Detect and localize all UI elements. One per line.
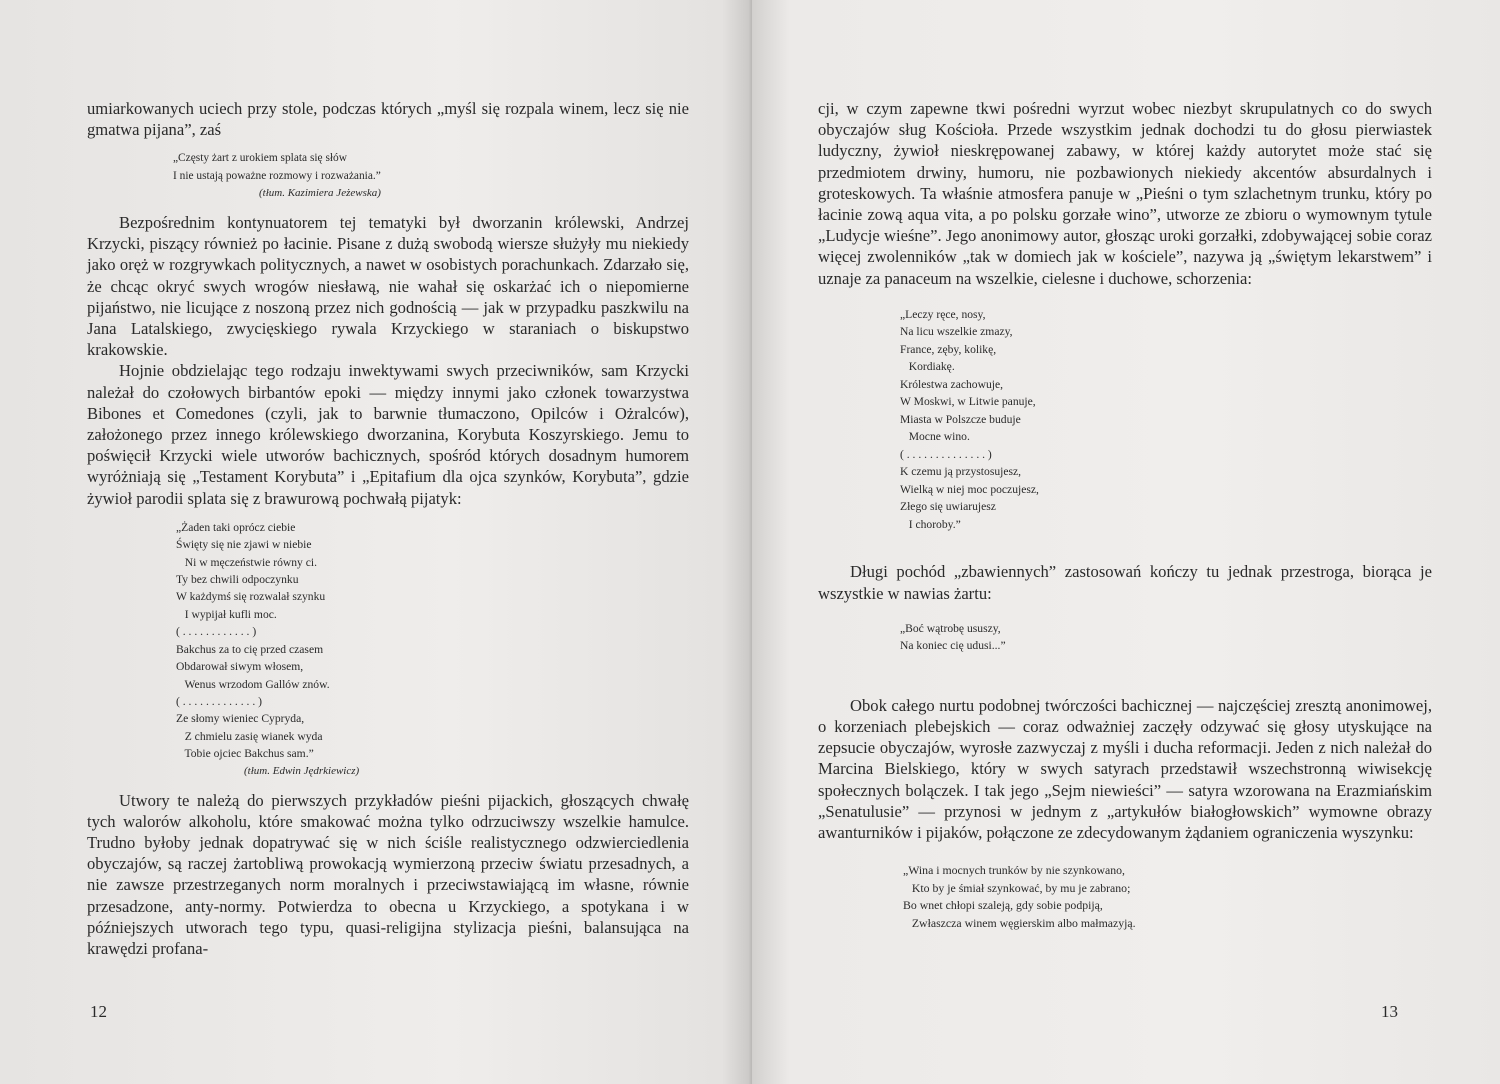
paragraph: Obok całego nurtu podobnej twórczości bachicznej — najczęściej zresztą anonimowej, o korzeniach plebejskich — coraz odważniej zaczęły odzywać się głosy utyskujące na zepsucie obyczajów, wyrosłe zazwyczaj z myśli i ducha reformacji. Jeden z nich należał do Marcina Bielskiego, który w swych satyrach przedstawił wszechstronną wiwisekcję społecznych bolączek. I tak jego „Sejm niewieści” — satyra wzorowana na Erazmiańskim „Senatulusie” — przynosi w jednym z „artykułów białogłowskich” wymowne obrazy awanturników i pijaków, połączone ze zdecydowanym żądaniem ograniczenia wyszynku: (818, 695, 1432, 842)
left-text-column (87, 98, 689, 959)
translator-credit: (tłum. Kazimiera Jeżewska) (259, 187, 381, 199)
verse-line: Bo wnet chłopi szaleją, gdy sobie podpiją, (903, 898, 1103, 913)
verse-line: Tobie ojciec Bakchus sam.” (176, 747, 314, 761)
verse-line: Złego się uwiarujesz (900, 500, 996, 514)
verse-line: ( . . . . . . . . . . . . . ) (176, 694, 262, 708)
verse-line: Kordiakę. (900, 360, 955, 374)
page-number: 12 (90, 1002, 107, 1021)
verse-line: France, zęby, kolikę, (900, 342, 997, 356)
right-text-column (818, 98, 1432, 932)
verse-line: Obdarował siwym włosem, (176, 660, 304, 674)
verse-line: ( . . . . . . . . . . . . ) (176, 625, 257, 639)
verse-line: W Moskwi, w Litwie panuje, (900, 395, 1036, 409)
verse-line: Królestwa zachowuje, (900, 377, 1004, 391)
paragraph: cji, w czym zapewne tkwi pośredni wyrzut wobec niezbyt skrupulatnych co do swych obyczajów sług Kościoła. Przede wszystkim jednak dochodzi tu do głosu pierwiastek ludyczny, żywioł nieskrępowanej zabawy, w której każdy autorytet może stać się przedmiotem drwiny, humoru, nie pozbawionych niekiedy akcentów absurdalnych i groteskowych. Ta właśnie atmosfera panuje w „Pieśni o tym szlachetnym trunku, który po łacinie zową aqua vita, a po polsku gorzałe wino”, utworze ze zbioru o wymownym tytule „Ludycje wieśne”. Jego anonimowy autor, głosząc uroki gorzałki, zdobywającej sobie coraz więcej zwolenników „tak w domiech jak w kościele”, nazywa ją „świętym lekarstwem” i uznaje za panaceum na wszelkie, cielesne i duchowe, schorzenia: (818, 99, 1432, 288)
paragraph: Długi pochód „zbawiennych” zastosowań kończy tu jednak przestroga, biorąca je wszystkie w nawias żartu: (818, 562, 1432, 603)
verse-quote (900, 620, 1432, 655)
paragraph: Utwory te należą do pierwszych przykładów pieśni pijackich, głoszących chwałę tych walorów alkoholu, które smakować można tylko odrzuciwszy wszelkie hamulce. Trudno byłoby jednak dopatrywać się w nich ściśle realistycznego odzwierciedlenia obyczajów, są raczej żartobliwą prowokacją wymierzoną przeciw światu przesadnych, a nie zawsze przestrzeganych norm moralnych i przeciwstawiającą im własne, równie przesadzone, anty-normy. Potwierdza to obecna u Krzyckiego, a spotykana i w późniejszych utworach tego typu, quasi-religijna stylizacja pieśni, balansująca na krawędzi profana- (87, 790, 689, 958)
verse-line: Kto by je śmiał szynkować, by mu je zabrano; (903, 880, 1131, 895)
verse-line: Miasta w Polszcze buduje (900, 412, 1021, 426)
verse-line: Wenus wrzodom Gallów znów. (176, 677, 330, 691)
verse-line: Ty bez chwili odpoczynku (176, 573, 299, 587)
paragraph: Bezpośrednim kontynuatorem tej tematyki był dworzanin królewski, Andrzej Krzycki, piszący również po łacinie. Pisane z dużą swobodą wiersze służyły mu niekiedy jako oręż w rozgrywkach politycznych, a nawet w osobistych porachunkach. Zdarzało się, że chcąc okryć swych wrogów niesławą, nie wahał się oskarżać ich o niepomierne pijaństwo, nie licujące z noszoną przez nich godnością — jak w przypadku paszkwilu na Jana Latalskiego, zwycięskiego rywala Krzyckiego w staraniach o biskupstwo krakowskie. (87, 213, 689, 360)
verse-line: I wypijał kufli moc. (176, 607, 277, 621)
verse-line: „Wina i mocnych trunków by nie szynkowano, (903, 863, 1125, 878)
paragraph: umiarkowanych uciech przy stole, podczas których „myśl się rozpala winem, lecz się nie gmatwa pijana”, zaś (87, 99, 689, 140)
paragraph: Hojnie obdzielając tego rodzaju inwektywami swych przeciwników, sam Krzycki należał do czołowych birbantów epoki — między innymi jako członek towarzystwa Bibones et Comedones (czyli, jak to barwnie tłumaczono, Opilców i Ożralców), założonego przez innego królewskiego dworzanina, Korybuta Koszyrskiego. Jemu to poświęcił Krzycki wiele utworów bachicznych, spośród których dosadnym humorem wyróżniają się „Testament Korybuta” i „Epitafium dla ojca szynków, Korybuta”, gdzie żywioł parodii splata się z brawurową pochwałą pijatyk: (87, 361, 689, 508)
verse-line: Na koniec cię udusi...” (900, 639, 1006, 653)
right-page (752, 0, 1500, 1084)
verse-line: W każdymś się rozwalał szynku (176, 590, 326, 604)
verse-line: I choroby.” (900, 517, 961, 531)
verse-line: I nie ustają poważne rozmowy i rozważania.” (173, 169, 381, 182)
verse-quote (903, 862, 1432, 932)
verse-line: Zwłaszcza winem węgierskim albo małmazyją. (903, 915, 1136, 930)
verse-line: ( . . . . . . . . . . . . . . ) (900, 447, 992, 461)
verse-line: Na licu wszelkie zmazy, (900, 325, 1013, 339)
page-number: 13 (1381, 1002, 1398, 1021)
verse-line: „Żaden taki oprócz ciebie (176, 520, 296, 534)
verse-line: Wielką w niej moc poczujesz, (900, 482, 1039, 496)
verse-line: „Leczy ręce, nosy, (900, 307, 986, 321)
verse-quote (173, 150, 689, 202)
verse-line: Ni w męczeństwie równy ci. (176, 555, 318, 569)
verse-line: „Boć wątrobę ususzy, (900, 621, 1001, 635)
verse-line: K czemu ją przystosujesz, (900, 465, 1022, 479)
verse-quote (176, 519, 689, 780)
verse-line: „Częsty żart z urokiem splata się słów (173, 152, 347, 165)
verse-line: Bakchus za to cię przed czasem (176, 642, 324, 656)
translator-credit: (tłum. Edwin Jędrkiewicz) (244, 764, 360, 777)
verse-line: Mocne wino. (900, 430, 970, 444)
verse-line: Z chmielu zasię wianek wyda (176, 729, 323, 743)
verse-line: Święty się nie zjawi w niebie (176, 538, 312, 552)
verse-quote (900, 306, 1432, 534)
verse-line: Ze słomy wieniec Cypryda, (176, 712, 305, 726)
